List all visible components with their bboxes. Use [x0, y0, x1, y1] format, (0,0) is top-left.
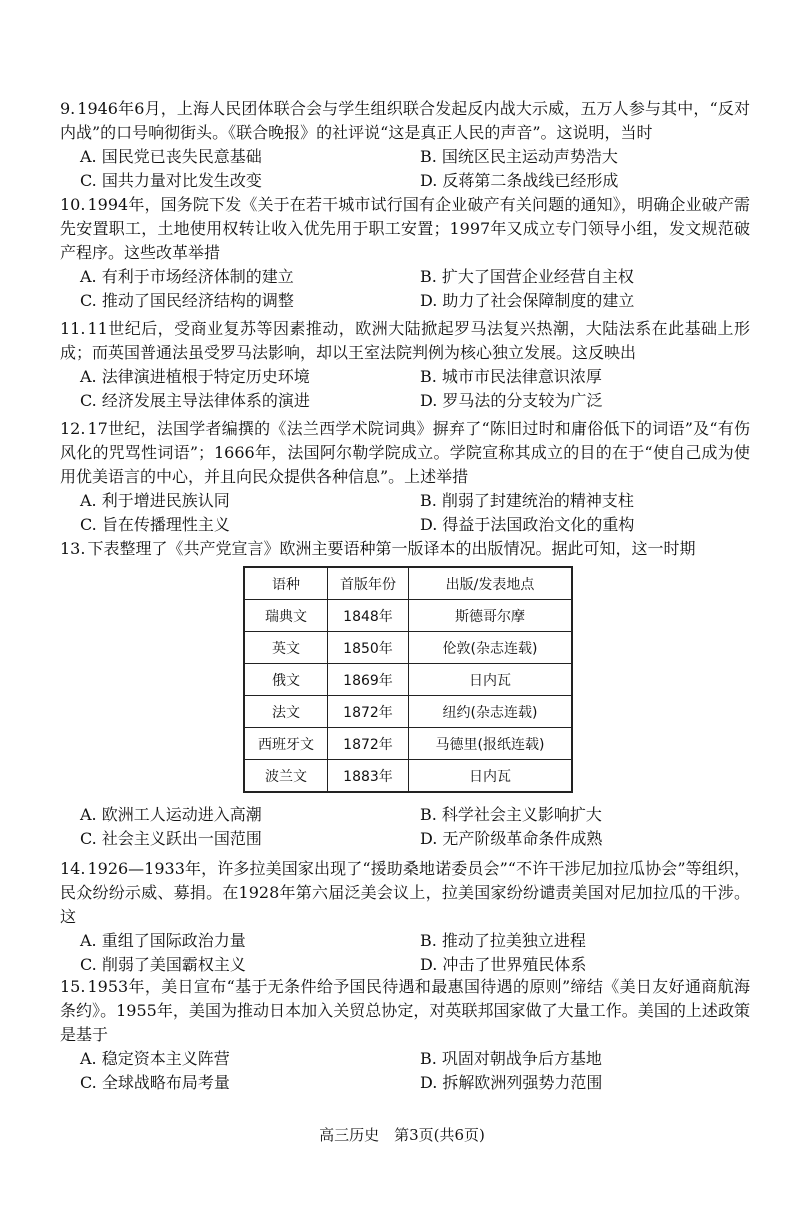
- question-stem: [60, 857, 750, 929]
- question-number: 12.: [60, 419, 86, 438]
- table-row: [244, 600, 572, 632]
- table-cell: 瑞典文: [244, 600, 328, 632]
- options: [80, 265, 750, 313]
- option-c[interactable]: C. 削弱了美国霸权主义: [80, 955, 246, 974]
- question-stem: [60, 537, 750, 561]
- question-10: [60, 193, 750, 313]
- option-c[interactable]: C. 国共力量对比发生改变: [80, 171, 262, 190]
- table-cell: 1872年: [328, 728, 409, 760]
- option-a[interactable]: A. 有利于市场经济体制的建立: [80, 267, 294, 286]
- option-b[interactable]: B. 削弱了封建统治的精神支柱: [420, 491, 634, 510]
- option-a[interactable]: A. 国民党已丧失民意基础: [80, 147, 262, 166]
- table-header-row: [244, 567, 572, 600]
- table-cell: 法文: [244, 696, 328, 728]
- option-b[interactable]: B. 城市市民法律意识浓厚: [420, 367, 602, 386]
- option-d[interactable]: D. 罗马法的分支较为广泛: [420, 391, 603, 410]
- table-cell: 英文: [244, 632, 328, 664]
- option-c[interactable]: C. 经济发展主导法律体系的演进: [80, 391, 310, 410]
- option-c[interactable]: C. 全球战略布局考量: [80, 1073, 230, 1092]
- table-row: [244, 696, 572, 728]
- option-d[interactable]: D. 得益于法国政治文化的重构: [420, 515, 635, 534]
- option-a[interactable]: A. 稳定资本主义阵营: [80, 1049, 230, 1068]
- option-a[interactable]: A. 重组了国际政治力量: [80, 931, 246, 950]
- question-stem: [60, 417, 750, 489]
- options: [80, 1047, 750, 1095]
- options: [80, 145, 750, 193]
- table-row: [244, 664, 572, 696]
- option-a[interactable]: A. 欧洲工人运动进入高潮: [80, 805, 262, 824]
- question-14: [60, 857, 750, 977]
- option-d[interactable]: D. 助力了社会保障制度的建立: [420, 291, 635, 310]
- option-b[interactable]: B. 巩固对朝战争后方基地: [420, 1049, 602, 1068]
- table-cell: 日内瓦: [409, 760, 573, 793]
- page-footer: 高三历史 第3页(共6页): [319, 1126, 485, 1144]
- option-b[interactable]: B. 科学社会主义影响扩大: [420, 805, 602, 824]
- question-text: 1926—1933年，许多拉美国家出现了“援助桑地诺委员会”“不许干涉尼加拉瓜协会”等组织，民众纷纷示威、募捐。在1928年第六届泛美会议上，拉美国家纷纷谴责美国对尼加拉瓜的干涉。这: [60, 859, 750, 926]
- option-b[interactable]: B. 推动了拉美独立进程: [420, 931, 586, 950]
- option-d[interactable]: D. 无产阶级革命条件成熟: [420, 829, 603, 848]
- table-cell: 纽约(杂志连载): [409, 696, 573, 728]
- option-d[interactable]: D. 冲击了世界殖民体系: [420, 955, 587, 974]
- question-9: [60, 97, 750, 193]
- table-row: [244, 728, 572, 760]
- question-12: [60, 417, 750, 537]
- table-cell: 西班牙文: [244, 728, 328, 760]
- question-number: 14.: [60, 859, 86, 878]
- question-number: 11.: [60, 319, 86, 338]
- table-cell: 1883年: [328, 760, 409, 793]
- question-13: [60, 537, 750, 561]
- table-header-cell: 语种: [244, 567, 328, 600]
- table-row: [244, 760, 572, 793]
- table-cell: 俄文: [244, 664, 328, 696]
- option-a[interactable]: A. 法律演进植根于特定历史环境: [80, 367, 310, 386]
- options: [80, 929, 750, 977]
- question-11: [60, 317, 750, 413]
- question-stem: [60, 97, 750, 145]
- question-15: [60, 975, 750, 1095]
- table-row: [244, 632, 572, 664]
- publication-table-wrapper: [243, 566, 573, 793]
- question-text: 1994年，国务院下发《关于在若干城市试行国有企业破产有关问题的通知》，明确企业破产需先安置职工，土地使用权转让收入优先用于职工安置；1997年又成立专门领导小组，发文规范破产程序。这些改革举措: [60, 195, 750, 262]
- option-d[interactable]: D. 反蒋第二条战线已经形成: [420, 171, 619, 190]
- table-cell: 1850年: [328, 632, 409, 664]
- table-header-cell: 首版年份: [328, 567, 409, 600]
- option-d[interactable]: D. 拆解欧洲列强势力范围: [420, 1073, 603, 1092]
- question-text: 下表整理了《共产党宣言》欧洲主要语种第一版译本的出版情况。据此可知，这一时期: [87, 539, 696, 558]
- table-cell: 日内瓦: [409, 664, 573, 696]
- option-c[interactable]: C. 社会主义跃出一国范围: [80, 829, 262, 848]
- table-cell: 1848年: [328, 600, 409, 632]
- table-cell: 1869年: [328, 664, 409, 696]
- table-cell: 波兰文: [244, 760, 328, 793]
- option-b[interactable]: B. 国统区民主运动声势浩大: [420, 147, 618, 166]
- question-number: 9.: [60, 99, 76, 118]
- options: [80, 803, 750, 851]
- table-cell: 斯德哥尔摩: [409, 600, 573, 632]
- question-number: 15.: [60, 977, 86, 996]
- option-a[interactable]: A. 利于增进民族认同: [80, 491, 230, 510]
- publication-table: [243, 566, 573, 793]
- options: [80, 365, 750, 413]
- question-text: 1953年，美日宣布“基于无条件给予国民待遇和最惠国待遇的原则”缔结《美日友好通商航海条约》。1955年，美国为推动日本加入关贸总协定，对英联邦国家做了大量工作。美国的上述政策是基于: [60, 977, 750, 1044]
- question-13-options: [60, 803, 750, 851]
- question-number: 13.: [60, 539, 86, 558]
- question-stem: [60, 317, 750, 365]
- table-header-cell: 出版/发表地点: [409, 567, 573, 600]
- question-text: 1946年6月，上海人民团体联合会与学生组织联合发起反内战大示威，五万人参与其中，“反对内战”的口号响彻街头。《联合晚报》的社评说“这是真正人民的声音”。这说明，当时: [60, 99, 750, 142]
- table-cell: 马德里(报纸连载): [409, 728, 573, 760]
- question-stem: [60, 193, 750, 265]
- question-text: 17世纪，法国学者编撰的《法兰西学术院词典》摒弃了“陈旧过时和庸俗低下的词语”及“有伤风化的咒骂性词语”；1666年，法国阿尔勒学院成立。学院宣称其成立的目的在于“使自己成为使用优美语言的中心，并且向民众提供各种信息”。上述举措: [60, 419, 750, 486]
- question-text: 11世纪后，受商业复苏等因素推动，欧洲大陆掀起罗马法复兴热潮，大陆法系在此基础上形成；而英国普通法虽受罗马法影响，却以王室法院判例为核心独立发展。这反映出: [60, 319, 750, 362]
- question-stem: [60, 975, 750, 1047]
- options: [80, 489, 750, 537]
- option-c[interactable]: C. 旨在传播理性主义: [80, 515, 230, 534]
- question-number: 10.: [60, 195, 86, 214]
- option-c[interactable]: C. 推动了国民经济结构的调整: [80, 291, 294, 310]
- table-cell: 伦敦(杂志连载): [409, 632, 573, 664]
- table-cell: 1872年: [328, 696, 409, 728]
- option-b[interactable]: B. 扩大了国营企业经营自主权: [420, 267, 634, 286]
